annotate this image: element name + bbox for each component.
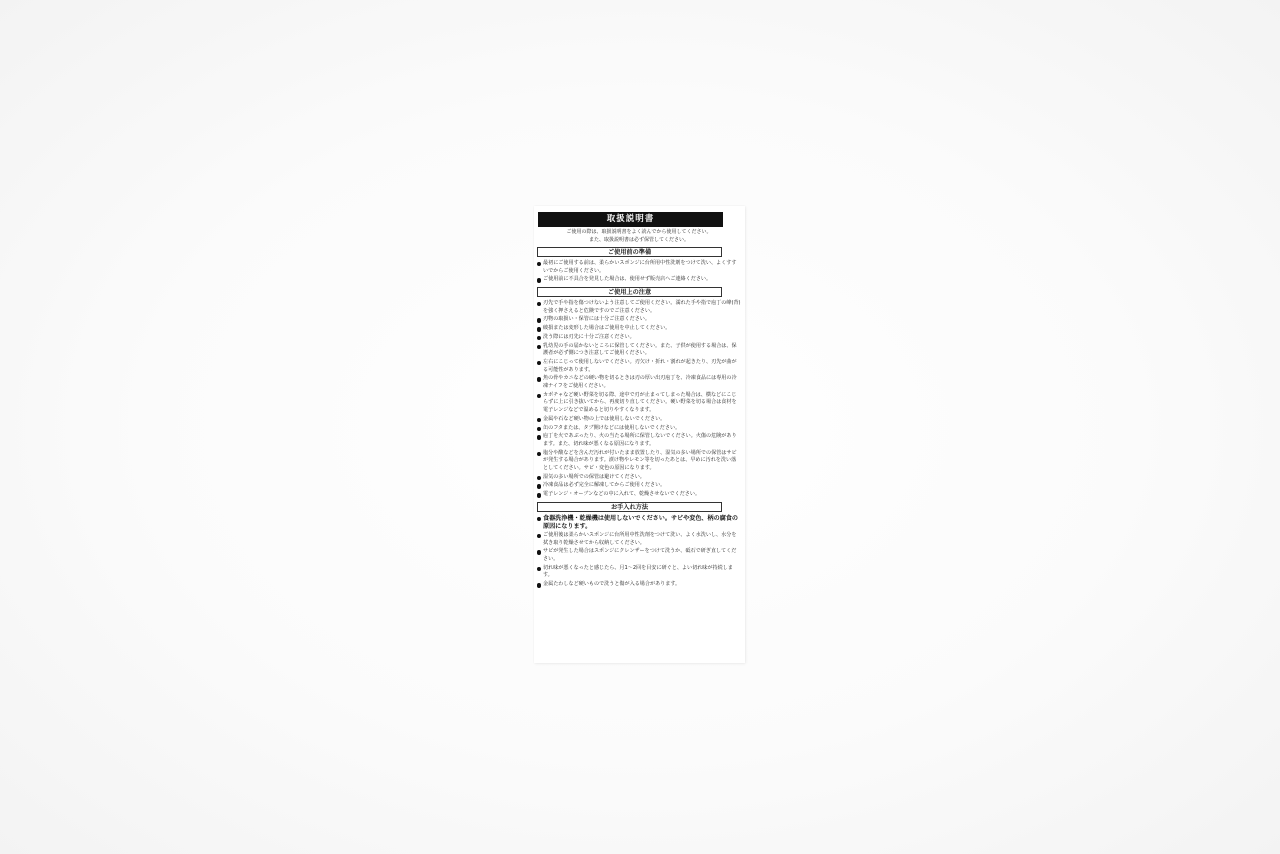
care-list (537, 515, 741, 589)
list-item (537, 450, 741, 473)
item-text: 最初にご使用する前は、柔らかいスポンジに台所用中性洗剤をつけて洗い、よくすすいでからご使用ください。 (543, 260, 737, 274)
list-item (537, 548, 741, 563)
item-text: 缶のフタまたは、タブ開けなどには使用しないでください。 (543, 424, 681, 431)
bullet-icon (537, 567, 541, 571)
preparation-list (537, 260, 741, 284)
item-text: 切れ味が悪くなったと感じたら、月1〜2回を目安に研ぐと、よい切れ味が持続します。 (543, 564, 733, 579)
bullet-icon (537, 534, 541, 538)
bullet-icon (537, 302, 541, 306)
section-heading-cautions: ご使用上の注意 (537, 287, 722, 297)
bullet-icon (537, 262, 541, 266)
list-item (537, 276, 741, 284)
item-text: 魚の骨やカニなどの硬い物を切るときは刃の厚い出刃庖丁を、冷凍食品には専用の冷凍ナイフをご使用ください。 (543, 375, 737, 390)
bullet-icon (537, 550, 541, 554)
list-item (537, 343, 741, 358)
item-text: 電子レンジ・オーブンなどの中に入れて、乾燥させないでください。 (543, 491, 701, 498)
item-text: 乳幼児の手の届かないところに保管してください。また、子供が使用する場合は、保護者が必ず側につき注意してご使用ください。 (543, 342, 737, 357)
cautions-list (537, 300, 741, 499)
item-text: 庖丁を火であぶったり、火の当たる場所に保管しないでください。火傷の危険があります。また、切れ味が悪くなる原因になります。 (543, 433, 737, 447)
list-item (537, 334, 741, 342)
item-text: 金属や石など硬い物の上では使用しないでください。 (543, 415, 666, 422)
list-item (537, 491, 741, 499)
bullet-icon (537, 427, 541, 431)
item-text: 刃物の取扱い・保管には十分ご注意ください。 (543, 316, 650, 323)
bullet-icon (537, 336, 541, 340)
item-text: 金属たわしなど硬いもので洗うと傷が入る場合があります。 (543, 581, 681, 588)
item-text: 洗う際には刃先に十分ご注意ください。 (543, 333, 635, 340)
list-item (537, 260, 741, 275)
list-item (537, 316, 741, 324)
item-text: カボチャなど硬い野菜を切る際、途中で刃が止まってしまった場合は、横などにこじらずに上に引き抜いてから、再度切り直してください。硬い野菜を切る場合は食材を電子レンジなどで温めると切りやすくなります。 (543, 391, 737, 413)
bullet-icon (537, 435, 541, 439)
item-text: ご使用前に不具合を発見した場合は、使用せず販売店へご連絡ください。 (543, 276, 712, 283)
bullet-icon (537, 484, 541, 488)
list-item (537, 375, 741, 390)
list-item-emphasis (537, 515, 741, 531)
bullet-icon (537, 476, 541, 480)
list-item (537, 482, 741, 490)
item-text: 湿気の多い場所での保管は避けてください。 (543, 473, 645, 480)
document-title: 取扱説明書 (538, 212, 723, 227)
list-item (537, 359, 741, 374)
list-item (537, 532, 741, 547)
bullet-icon (537, 318, 541, 322)
instruction-card (534, 206, 745, 663)
bullet-icon (537, 452, 541, 456)
bullet-icon (537, 517, 541, 521)
bullet-icon (537, 377, 541, 381)
item-text: 塩分や酸などを含んだ汚れが付いたまま放置したり、湿気の多い場所での保管はサビが発生する場合があります。漬け物やレモン等を切ったあとは、早めに汚れを洗い落としてください。サビ・変色の原因になります。 (543, 449, 737, 471)
bullet-icon (537, 394, 541, 398)
intro-text (537, 229, 741, 244)
list-item (537, 325, 741, 333)
item-text: 破損または変形した場合はご使用を中止してください。 (543, 325, 671, 332)
bullet-icon (537, 583, 541, 587)
list-item (537, 300, 741, 315)
bullet-icon (537, 345, 541, 349)
bullet-icon (537, 278, 541, 282)
item-text: 刃先で手や指を傷つけないよう注意してご使用ください。濡れた手や指で庖丁の峰(背)を強く押さえると危険ですのでご注意ください。 (543, 299, 741, 314)
list-item (537, 474, 741, 482)
list-item (537, 416, 741, 424)
list-item (537, 392, 741, 415)
item-text: 食器洗浄機・乾燥機は使用しないでください。サビや変色、柄の腐食の原因になります。 (543, 514, 738, 530)
intro-line: ご使用の際は、取扱説明書をよく読んでから使用してください。 (566, 229, 712, 235)
section-heading-preparation: ご使用前の準備 (537, 247, 722, 257)
list-item (537, 425, 741, 433)
bullet-icon (537, 361, 541, 365)
section-heading-care: お手入れ方法 (537, 502, 722, 512)
item-text: 冷凍食品は必ず完全に解凍してからご使用ください。 (543, 482, 666, 489)
item-text: 左右にこじって使用しないでください。刃欠け・折れ・割れが起きたり、刃先が曲がる可能性があります。 (543, 359, 737, 373)
bullet-icon (537, 418, 541, 422)
bullet-icon (537, 493, 541, 497)
bullet-icon (537, 327, 541, 331)
item-text: サビが発生した場合はスポンジにクレンザーをつけて洗うか、砥石で研ぎ直してください。 (543, 548, 737, 562)
intro-line: また、取扱説明書は必ず保管してください。 (588, 236, 689, 243)
list-item (537, 433, 741, 448)
list-item (537, 581, 741, 589)
item-text: ご使用後は柔らかいスポンジに台所用中性洗剤をつけて洗い、よく水洗いし、水分を拭き取り乾燥させてから収納してください。 (543, 532, 737, 546)
list-item (537, 565, 741, 580)
